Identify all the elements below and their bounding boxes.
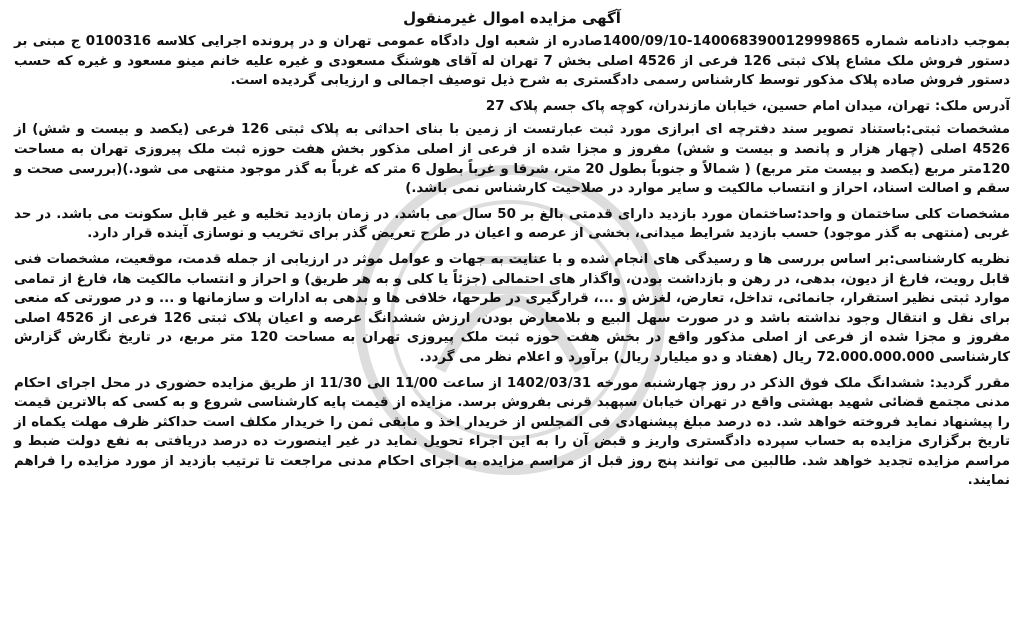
- paragraph-ruling: بموجب دادنامه شماره 140068390012999865-1400/09/10صادره از شعبه اول دادگاه عمومی تهران و در پرونده اجرایی کلاسه 0100316 ج مبنی بر دستور فروش ملک مشاع پلاک ثبتی 126 فرعی از 4526 اصلی بخش 7 تهران له آقای هوشنگ مسعودی و غیره علیه خانم مینو مسعود و غیره که حسب دستور فروش صاده پلاک مذکور توسط کارشناس رسمی دادگستری به شرح ذیل توصیف اجمالی و ارزیابی گردیده است.: [14, 34, 1011, 89]
- notice-title: آگهی مزایده اموال غیرمنقول: [403, 9, 621, 27]
- paragraph-auction-terms: مقرر گردید: ششدانگ ملک فوق الذکر در روز چهارشنبه مورخه 1402/03/31 از ساعت 11/00 الی 11/30 از طریق مزایده حضوری در محل اجرای احکام مدنی مجتمع قضائی شهید بهشتی واقع در تهران خیابان سپهبد قرنی بفروش برسد. مزایده از قیمت پایه کارشناسی شروع و به کسی که بالاترین قیمت را پیشنهاد نماید فروخته خواهد شد. ده درصد مبلغ پیشنهادی فی المجلس از خریدار اخذ و مابقی ثمن را خریدار مکلف است حداکثر ظرف مهلت یکماه از تاریخ برگزاری مزایده به حساب سپرده دادگستری واریز و قبض آن را به این اجراء تحویل نماید در غیر اینصورت ده درصد دریافتی به نفع دولت ضبط و مراسم مزایده تجدید خواهد شد. طالبین می توانند پنج روز قبل از مراسم مزایده به اجرای احکام مدنی مراجعت تا ترتیب بازدید از مورد مزایده را فراهم نمایند.: [14, 375, 1011, 489]
- paragraph-building-details: مشخصات کلی ساختمان و واحد:ساختمان مورد بازدید دارای قدمتی بالغ بر 50 سال می باشد. در زمان بازدید تخلیه و غیر قابل سکونت می باشد. در حد غربی (منتهی به گذر موجود) حسب بازدید شرایط میدانی، بخشی از عرصه و اعیان در طرح تعریض گذر برای تخریب و نوسازی آینده قرار دارد.: [14, 206, 1010, 242]
- paragraph-registration-details: مشخصات ثبتی:باستناد تصویر سند دفترچه ای ابرازی مورد ثبت عبارتست از زمین با بنای احداثی به پلاک ثبتی 126 فرعی (یکصد و بیست و شش) از 4526 اصلی (چهار هزار و پانصد و بیست و شش) مفروز و مجزا شده از فرعی از اصلی مذکور بخش هفت حوزه ثبت ملک پیروزی تهران به مساحت 120متر مربع (یکصد و بیست متر مربع) ( شمالاً و جنوباً بطول 20 متر، شرقا و غرباً بطول 6 متر که غرباً به گذر موجود منتهی می شود.)(بررسی صحت و سقم و اصالت اسناد، احراز و انتساب مالکیت و سایر موارد در صلاحیت کارشناس نمی باشد.): [14, 122, 1011, 197]
- paragraph-expert-opinion: نظریه کارشناسی:بر اساس بررسی ها و رسیدگی های انجام شده و با عنایت به جهات و عوامل موثر در ارزیابی از جمله قدمت، موقعیت، مشخصات فنی قابل رویت، فارغ از دیون، بدهی، در رهن و بازداشت بودن، واگذار های احتمالی (جزئاً یا کلی و به هر طریق) و احراز و انتساب مالکیت ها، فارغ از تمامی موارد ثبتی نظیر استقرار، جانمائی، تداخل، تعارض، لغزش و ...، قرارگیری در طرحها، خلافی ها و بدهی به ادارات و سازمانها و ... و در صورتی که منعی برای نقل و انتقال وجود نداشته باشد و در صورت سهل البیع و بلامعارض بودن، ارزش ششدانگ عرصه و اعیان پلاک ثبتی 126 فرعی از 4526 اصلی مفروز و مجزا شده از فرعی از اصلی مذکور واقع در بخش هفت حوزه ثبت ملک پیروزی تهران به مساحت 120 متر مربع، در تاریخ نگارش گزارش کارشناسی 72.000.000.000 ریال (هفتاد و دو میلیارد ریال) برآورد و اعلام نظر می گردد.: [14, 251, 1010, 365]
- paragraph-address: آدرس ملک: تهران، میدان امام حسین، خیابان مازندران، کوچه پاک جسم پلاک 27: [485, 98, 1010, 114]
